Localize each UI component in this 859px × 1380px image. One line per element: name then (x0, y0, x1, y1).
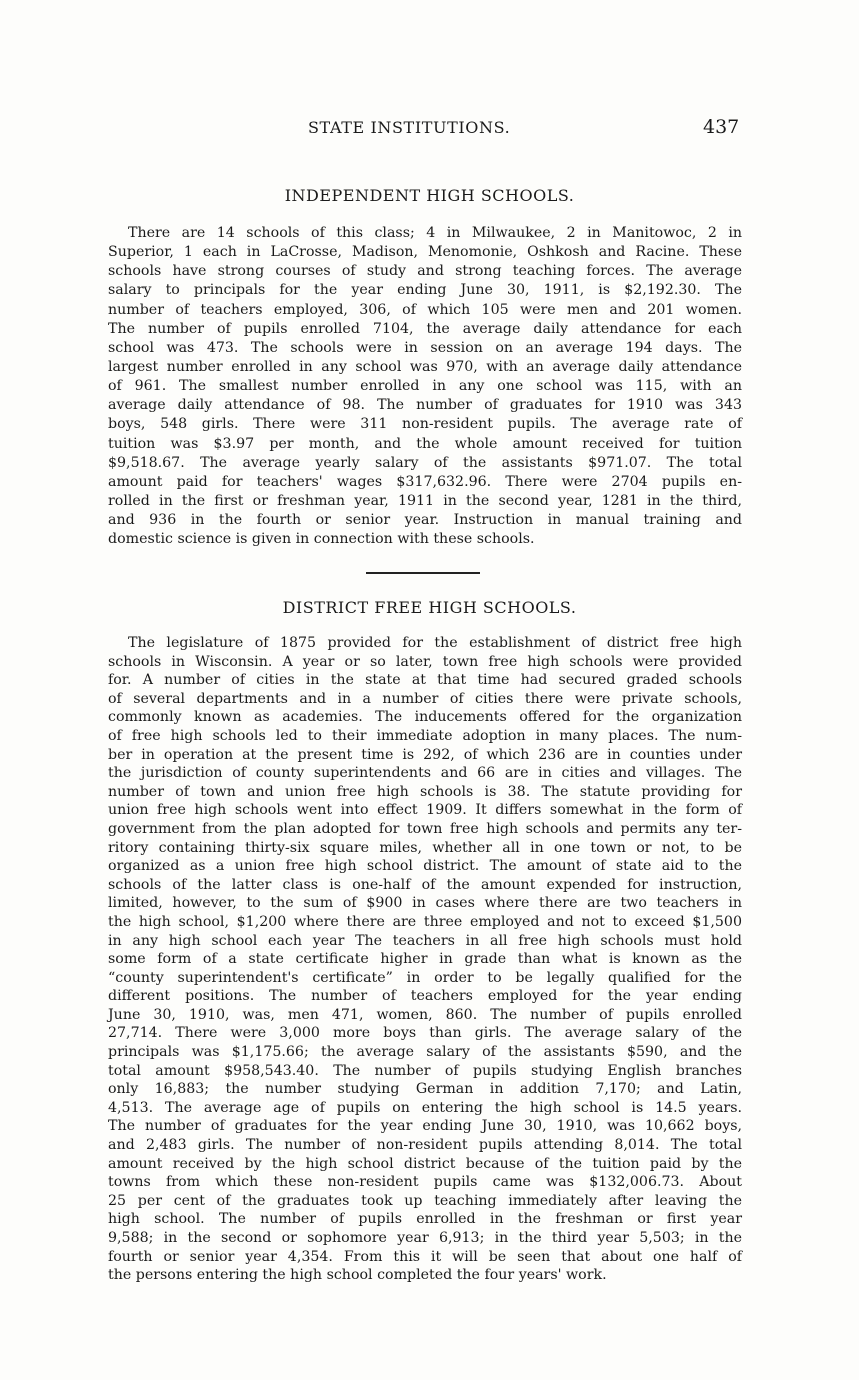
section-heading-district-free-high-schools: DISTRICT FREE HIGH SCHOOLS. (282, 598, 577, 617)
text-line: high school. The number of pupils enrolled in the freshman or first year (108, 1211, 742, 1228)
section-divider-rule (366, 572, 480, 574)
text-line: 9,588; in the second or sophomore year 6,913; in the third year 5,503; in the (108, 1230, 742, 1246)
paragraph-independent-high-schools (108, 224, 742, 549)
text-line: schools of the latter class is one-half of the amount expended for instruction, (108, 876, 742, 893)
section-heading-independent-high-schools: INDEPENDENT HIGH SCHOOLS. (284, 186, 575, 205)
text-line: union free high schools went into effect 1909. It differs somewhat in the form of (108, 802, 742, 819)
text-line: principals was $1,175.66; the average salary of the assistants $590, and the (108, 1044, 742, 1061)
text-line: schools in Wisconsin. A year or so later, town free high schools were provided (108, 653, 742, 670)
text-line: 25 per cent of the graduates took up teaching immediately after leaving the (108, 1192, 742, 1209)
text-line: amount received by the high school district because of the tuition paid by the (108, 1155, 742, 1172)
text-line: government from the plan adopted for town free high schools and permits any ter- (108, 820, 742, 837)
text-line: organized as a union free high school district. The amount of state aid to the (108, 858, 742, 875)
text-line: and 936 in the fourth or senior year. Instruction in manual training and (108, 512, 742, 529)
text-line: of several departments and in a number of cities there were private schools, (108, 690, 742, 707)
running-title: STATE INSTITUTIONS. (308, 118, 511, 137)
text-line: schools have strong courses of study and strong teaching forces. The average (108, 263, 742, 280)
text-line: the jurisdiction of county superintendents and 66 are in cities and villages. The (108, 765, 742, 782)
text-line: towns from which these non-resident pupils came was $132,006.73. About (108, 1174, 742, 1191)
text-line: in any high school each year The teachers in all free high schools must hold (108, 932, 742, 949)
text-line: salary to principals for the year ending June 30, 1911, is $2,192.30. The (108, 282, 742, 299)
text-line: commonly known as academies. The inducements offered for the organization (108, 709, 742, 726)
text-line: of free high schools led to their immediate adoption in many places. The num- (108, 727, 742, 744)
text-line: The number of graduates for the year ending June 30, 1910, was 10,662 boys, (108, 1118, 742, 1135)
text-line: number of teachers employed, 306, of which 105 were men and 201 women. (108, 301, 742, 318)
text-line: total amount $958,543.40. The number of pupils studying English branches (108, 1062, 742, 1079)
text-line: tuition was $3.97 per month, and the whole amount received for tuition (108, 435, 742, 452)
text-line: June 30, 1910, was, men 471, women, 860. The number of pupils enrolled (108, 1006, 742, 1023)
text-line: limited, however, to the sum of $900 in cases where there are two teachers in (108, 895, 742, 912)
running-head (0, 118, 859, 142)
text-line: school was 473. The schools were in session on an average 194 days. The (108, 339, 742, 356)
text-line: rolled in the first or freshman year, 1911 in the second year, 1281 in the third, (108, 492, 742, 509)
text-line: largest number enrolled in any school was 970, with an average daily attendance (108, 358, 742, 375)
text-line: domestic science is given in connection with these schools. (108, 531, 535, 548)
text-line: boys, 548 girls. There were 311 non-resident pupils. The average rate of (108, 416, 742, 433)
text-line: for. A number of cities in the state at that time had secured graded schools (108, 672, 742, 689)
text-line: amount paid for teachers' wages $317,632.96. There were 2704 pupils en- (108, 473, 742, 490)
text-line: 4,513. The average age of pupils on entering the high school is 14.5 years. (108, 1099, 742, 1116)
text-line: only 16,883; the number studying German in addition 7,170; and Latin, (108, 1081, 742, 1098)
text-line: different positions. The number of teachers employed for the year ending (108, 988, 742, 1005)
paragraph-district-free-high-schools (108, 634, 742, 1285)
text-line: “county superintendent's certificate” in order to be legally qualified for the (108, 969, 742, 986)
text-line: some form of a state certificate higher in grade than what is known as the (108, 951, 742, 968)
text-line: There are 14 schools of this class; 4 in Milwaukee, 2 in Manitowoc, 2 in (128, 225, 742, 241)
text-line: Superior, 1 each in LaCrosse, Madison, Menomonie, Oshkosh and Racine. These (108, 244, 742, 261)
text-line: fourth or senior year 4,354. From this it will be seen that about one half of (108, 1248, 742, 1265)
text-line: The legislature of 1875 provided for the establishment of district free high (128, 635, 742, 651)
page-number: 437 (703, 116, 740, 138)
text-line: of 961. The smallest number enrolled in any one school was 115, with an (108, 378, 742, 395)
text-line: and 2,483 girls. The number of non-resident pupils attending 8,014. The total (108, 1137, 742, 1154)
text-line: ritory containing thirty-six square miles, whether all in one town or not, to be (108, 839, 742, 856)
text-line: ber in operation at the present time is 292, of which 236 are in counties under (108, 746, 742, 763)
text-line: the persons entering the high school completed the four years' work. (108, 1267, 607, 1284)
text-line: $9,518.67. The average yearly salary of the assistants $971.07. The total (108, 454, 742, 471)
text-line: the high school, $1,200 where there are three employed and not to exceed $1,500 (108, 913, 742, 930)
text-line: 27,714. There were 3,000 more boys than girls. The average salary of the (108, 1025, 742, 1042)
text-line: average daily attendance of 98. The number of graduates for 1910 was 343 (108, 397, 742, 414)
text-line: The number of pupils enrolled 7104, the average daily attendance for each (108, 320, 742, 337)
text-line: number of town and union free high schools is 38. The statute providing for (108, 783, 742, 800)
